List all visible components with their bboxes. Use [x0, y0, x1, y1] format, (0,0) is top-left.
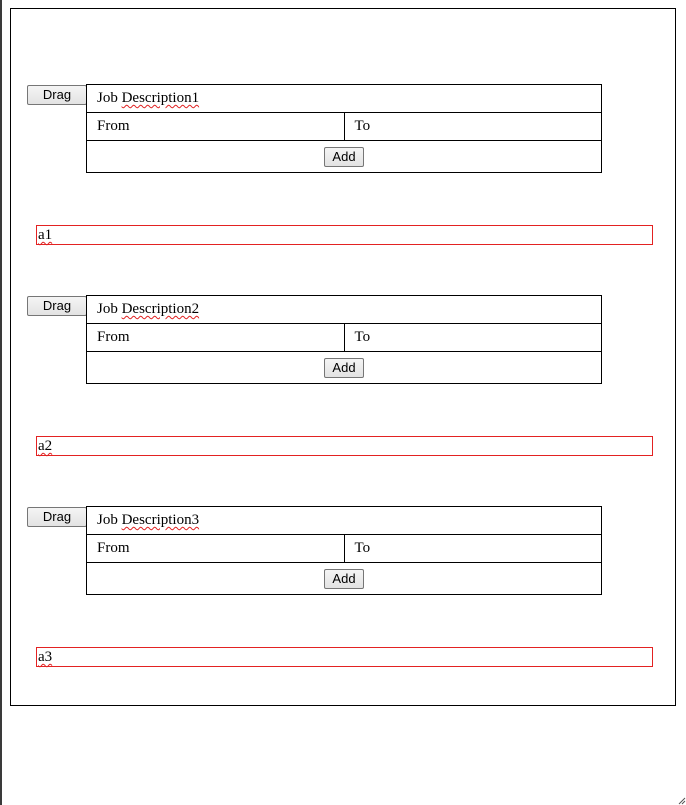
resize-grip-icon[interactable] — [676, 795, 686, 805]
to-cell[interactable]: To — [344, 113, 602, 141]
job-description-text: Job Description1 — [97, 90, 200, 106]
drag-handle-button[interactable]: Drag — [27, 296, 87, 316]
note-field-2[interactable]: a2 — [36, 436, 653, 456]
to-cell[interactable]: To — [344, 535, 602, 563]
add-button[interactable]: Add — [324, 569, 363, 589]
add-cell — [87, 352, 602, 384]
add-button[interactable]: Add — [324, 358, 363, 378]
page-container — [10, 8, 676, 706]
job-description-cell[interactable] — [87, 507, 602, 535]
add-button[interactable]: Add — [324, 147, 363, 167]
job-description-cell[interactable] — [87, 296, 602, 324]
job-description-text: Job Description3 — [97, 512, 200, 528]
drag-handle-button[interactable]: Drag — [27, 85, 87, 105]
drag-handle-button[interactable]: Drag — [27, 507, 87, 527]
note-field-1[interactable]: a1 — [36, 225, 653, 245]
add-cell — [87, 563, 602, 595]
to-cell[interactable]: To — [344, 324, 602, 352]
job-description-cell[interactable] — [87, 85, 602, 113]
job-table — [86, 84, 602, 173]
job-description-text: Job Description2 — [97, 301, 200, 317]
from-cell[interactable]: From — [87, 324, 345, 352]
from-cell[interactable]: From — [87, 535, 345, 563]
job-table — [86, 295, 602, 384]
job-table — [86, 506, 602, 595]
add-cell — [87, 141, 602, 173]
note-field-3[interactable]: a3 — [36, 647, 653, 667]
from-cell[interactable]: From — [87, 113, 345, 141]
